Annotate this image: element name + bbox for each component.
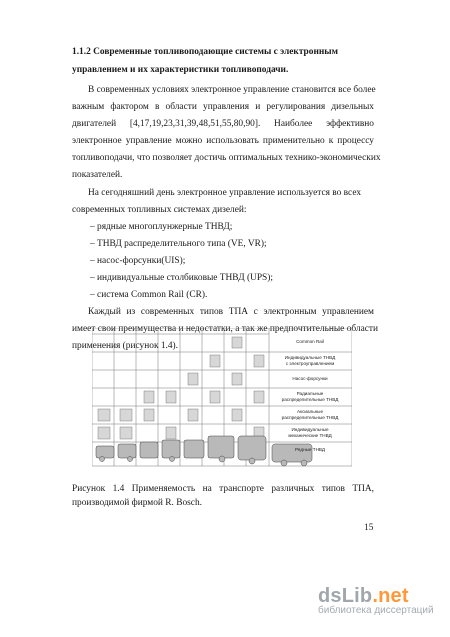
list-item: – индивидуальные столбиковые ТНВД (UPS); [90, 273, 273, 283]
list-item: – ТНВД распределительного типа (VE, VR); [90, 239, 267, 249]
paragraph-1-line-2: важным фактором в области управления и регулирования дизельных [72, 102, 374, 112]
paragraph-2-line-2: современных топливных системах дизелей: [72, 205, 247, 215]
paragraph-1-line-5: топливоподачи, что позволяет достичь оптимальных технико-экономических [72, 153, 381, 163]
section-heading-line-2: управлением и их характеристики топливоподачи. [72, 65, 289, 75]
list-item: – насос-форсунки(UIS); [90, 256, 186, 266]
label-individual-electric-tnvd: Индивидуальные ТНВД [284, 355, 336, 360]
vehicle-illustrations [96, 436, 312, 466]
watermark [318, 585, 434, 616]
label-axial-distributor: Аксиальные [296, 409, 324, 414]
paragraph-1-line-3: двигателей [4,17,19,23,31,39,48,51,55,80,90]. Наиболее эффективно [72, 119, 374, 129]
label-inline-tnvd: Рядные ТНВД [295, 447, 325, 452]
section-heading-line-1: 1.1.2 Современные топливоподающие системы с электронным [72, 47, 338, 57]
label-individual-mechanical: Индивидуальные [291, 427, 329, 432]
figure-caption-line-2: производимой фирмой R. Bosch. [72, 498, 202, 508]
paragraph-1-line-4: электронное управление можно использовать применительно к процессу [72, 136, 374, 146]
paragraph-3-line-3: применения (рисунок 1.4). [72, 341, 179, 351]
paragraph-2-line-1: На сегодняшний день электронное управление используется во всех [88, 188, 362, 198]
label-individual-electric-tnvd-2: с электроуправлением [285, 361, 335, 366]
figure-fuel-systems-applicability [92, 328, 352, 476]
label-radial-distributor-2: распределительные ТНВД [281, 397, 339, 402]
watermark-brand-left: dsLib [318, 585, 373, 607]
figure-caption-line-1: Рисунок 1.4 Применяемость на транспорте различных типов ТПА, [72, 484, 374, 494]
list-item: – система Common Rail (CR). [90, 290, 208, 300]
label-common-rail: Common Rail [296, 339, 324, 344]
label-individual-mechanical-2: механические ТНВД [288, 433, 332, 438]
paragraph-3-line-2: имеет свои преимущества и недостатки, а так же предпочтительные области [72, 324, 379, 334]
label-axial-distributor-2: распределительные ТНВД [281, 415, 339, 420]
label-unit-injectors: Насос-форсунки [292, 376, 328, 381]
figure-row-labels [282, 339, 340, 452]
list-item: – рядные многоплунжерные ТНВД; [90, 222, 233, 232]
watermark-subtitle: библиотека диссертаций [318, 605, 434, 616]
watermark-brand-right: .net [372, 585, 409, 607]
paragraph-1-line-6: показателей. [72, 170, 123, 180]
page-number: 15 [364, 523, 374, 533]
paragraph-1-line-1: В современных условиях электронное управление становится все более [88, 85, 376, 95]
paragraph-3-line-1: Каждый из современных типов ТПА с электронным управлением [88, 307, 374, 317]
label-radial-distributor: Радиальные [296, 391, 324, 396]
